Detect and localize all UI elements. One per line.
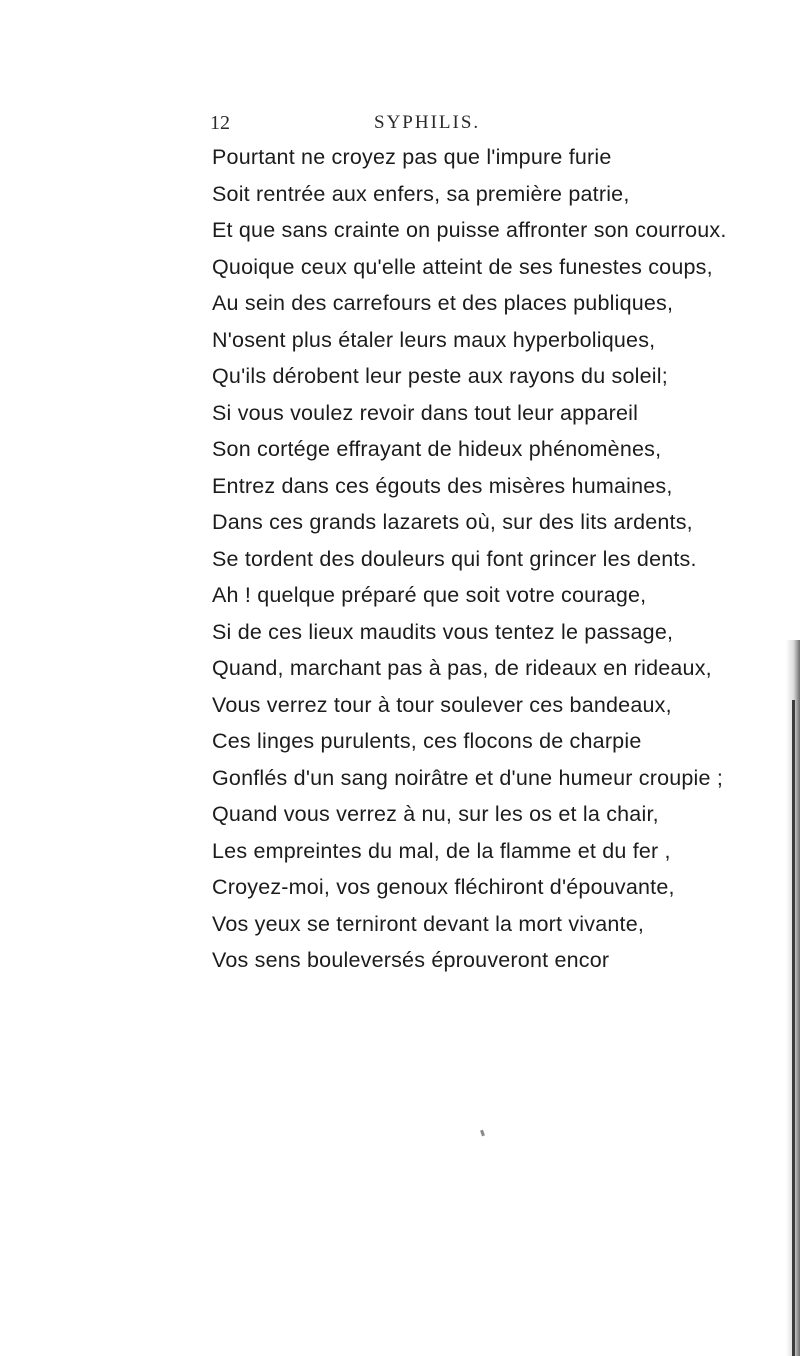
verse-line: Gonflés d'un sang noirâtre et d'une humeur croupie ;	[212, 765, 724, 790]
running-title: SYPHILIS.	[374, 112, 481, 133]
ink-speck	[480, 1130, 485, 1137]
verse-line: Se tordent des douleurs qui font grincer les dents.	[212, 546, 697, 571]
poem-text	[212, 139, 787, 979]
verse-line: Vos yeux se terniront devant la mort vivante,	[212, 911, 645, 936]
verse-line: Pourtant ne croyez pas que l'impure furie	[212, 145, 612, 169]
verse-line: Dans ces grands lazarets où, sur des lits ardents,	[212, 510, 693, 534]
verse-line: Au sein des carrefours et des places publiques,	[212, 291, 674, 315]
verse-line: Vous verrez tour à tour soulever ces bandeaux,	[212, 692, 672, 717]
page-edge-line	[792, 700, 795, 1356]
verse-line: Quand, marchant pas à pas, de rideaux en rideaux,	[212, 656, 712, 680]
page-header	[0, 112, 800, 142]
verse-line: Son cortége effrayant de hideux phénomènes,	[212, 437, 662, 461]
verse-line: Si vous voulez revoir dans tout leur appareil	[212, 400, 639, 425]
verse-line: Qu'ils dérobent leur peste aux rayons du soleil;	[212, 364, 668, 388]
verse-line: N'osent plus étaler leurs maux hyperboliques,	[212, 327, 656, 352]
verse-line: Quand vous verrez à nu, sur les os et la chair,	[212, 802, 659, 826]
verse-line: Ah ! quelque préparé que soit votre courage,	[212, 583, 647, 607]
verse-line: Soit rentrée aux enfers, sa première patrie,	[212, 181, 630, 206]
verse-line: Et que sans crainte on puisse affronter son courroux.	[212, 218, 727, 242]
verse-line: Les empreintes du mal, de la flamme et du fer ,	[212, 838, 671, 863]
verse-line: Si de ces lieux maudits vous tentez le passage,	[212, 619, 674, 644]
verse-line: Vos sens bouleversés éprouveront encor	[212, 948, 610, 972]
verse-line: Entrez dans ces égouts des misères humaines,	[212, 473, 673, 498]
page-number: 12	[210, 112, 230, 134]
verse-line: Croyez-moi, vos genoux fléchiront d'épouvante,	[212, 875, 675, 899]
verse-line: Quoique ceux qu'elle atteint de ses funestes coups,	[212, 254, 713, 279]
verse-line: Ces linges purulents, ces flocons de charpie	[212, 729, 642, 753]
